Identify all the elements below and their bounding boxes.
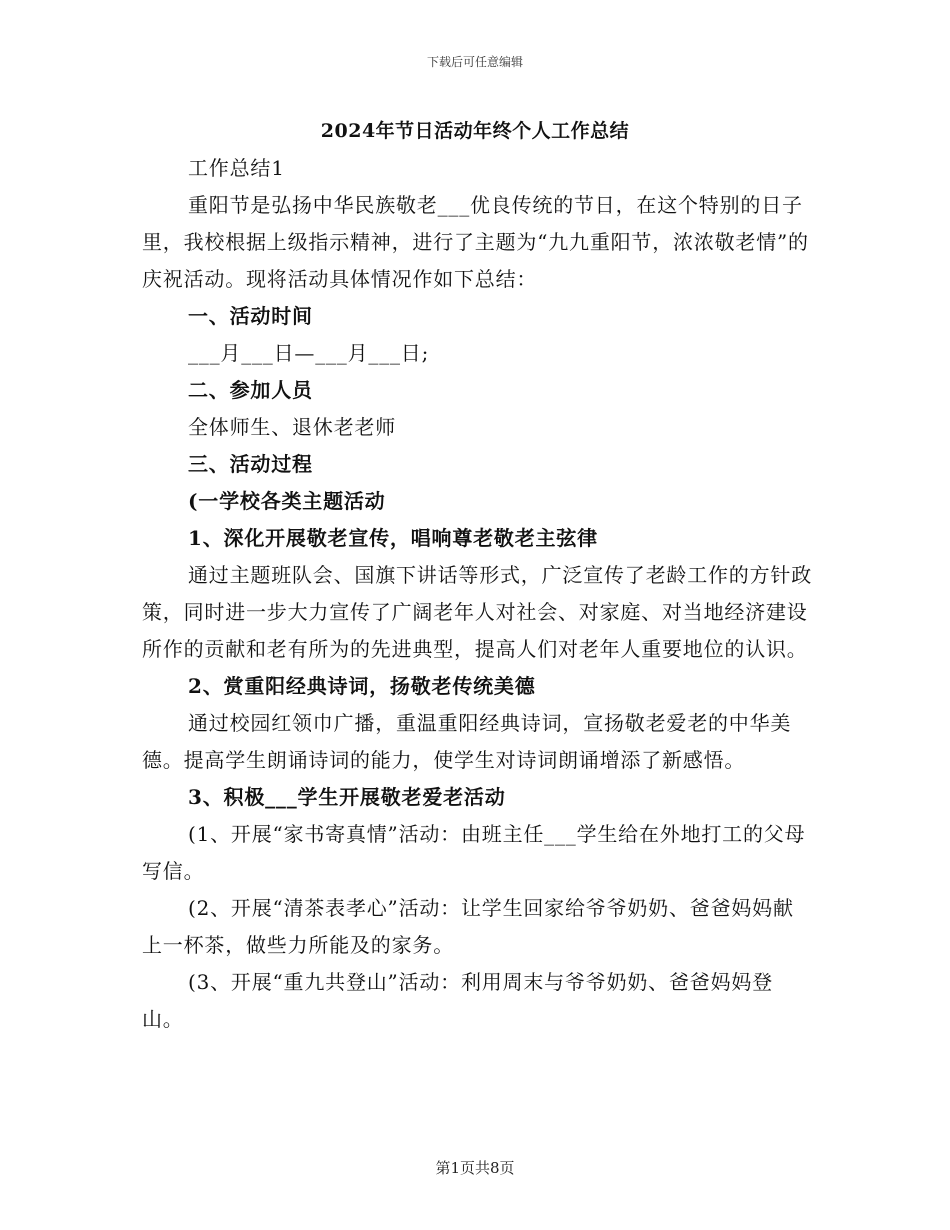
heading-item-1: 1、深化开展敬老宣传，唱响尊老敬老主弦律 bbox=[188, 526, 598, 550]
paragraph-participants: 全体师生、退休老老师 bbox=[188, 415, 396, 439]
heading-activity-time: 一、活动时间 bbox=[188, 304, 313, 328]
paragraph-sub-3: (3、开展“重九共登山”活动：利用周末与爷爷奶奶、爸爸妈妈登山。 bbox=[142, 970, 773, 1031]
page-number: 第1页共8页 bbox=[435, 1159, 515, 1177]
heading-school-activities: (一学校各类主题活动 bbox=[188, 489, 386, 513]
paragraph-sub-2: (2、开展“清茶表孝心”活动：让学生回家给爷爷奶奶、爸爸妈妈献上一杯茶，做些力所能及的家务。 bbox=[142, 896, 794, 957]
paragraph-intro: 重阳节是弘扬中华民族敬老___优良传统的节日，在这个特别的日子里，我校根据上级指示精神，进行了主题为“九九重阳节，浓浓敬老情”的庆祝活动。现将活动具体情况作如下总结： bbox=[142, 193, 809, 291]
paragraph-subtitle: 工作总结1 bbox=[188, 156, 285, 180]
page-header: 下载后可任意编辑 bbox=[426, 55, 523, 69]
paragraph-item-1: 通过主题班队会、国旗下讲话等形式，广泛宣传了老龄工作的方针政策，同时进一步大力宣传了广阔老年人对社会、对家庭、对当地经济建设所作的贡献和老有所为的先进典型，提高人们对老年人重要地位的认识。 bbox=[142, 563, 812, 661]
paragraph-item-2: 通过校园红领巾广播，重温重阳经典诗词，宣扬敬老爱老的中华美德。提高学生朗诵诗词的能力，使学生对诗词朗诵增添了新感悟。 bbox=[142, 711, 792, 772]
document-body bbox=[142, 150, 814, 1038]
heading-activity-process: 三、活动过程 bbox=[188, 452, 313, 476]
heading-item-3: 3、积极___学生开展敬老爱老活动 bbox=[188, 785, 506, 809]
paragraph-dates: ___月___日—___月___日; bbox=[188, 341, 430, 365]
paragraph-sub-1: (1、开展“家书寄真情”活动：由班主任___学生给在外地打工的父母写信。 bbox=[142, 822, 806, 883]
heading-participants: 二、参加人员 bbox=[188, 378, 313, 402]
document-title: 2024年节日活动年终个人工作总结 bbox=[320, 120, 630, 142]
heading-item-2: 2、赏重阳经典诗词，扬敬老传统美德 bbox=[188, 674, 536, 698]
